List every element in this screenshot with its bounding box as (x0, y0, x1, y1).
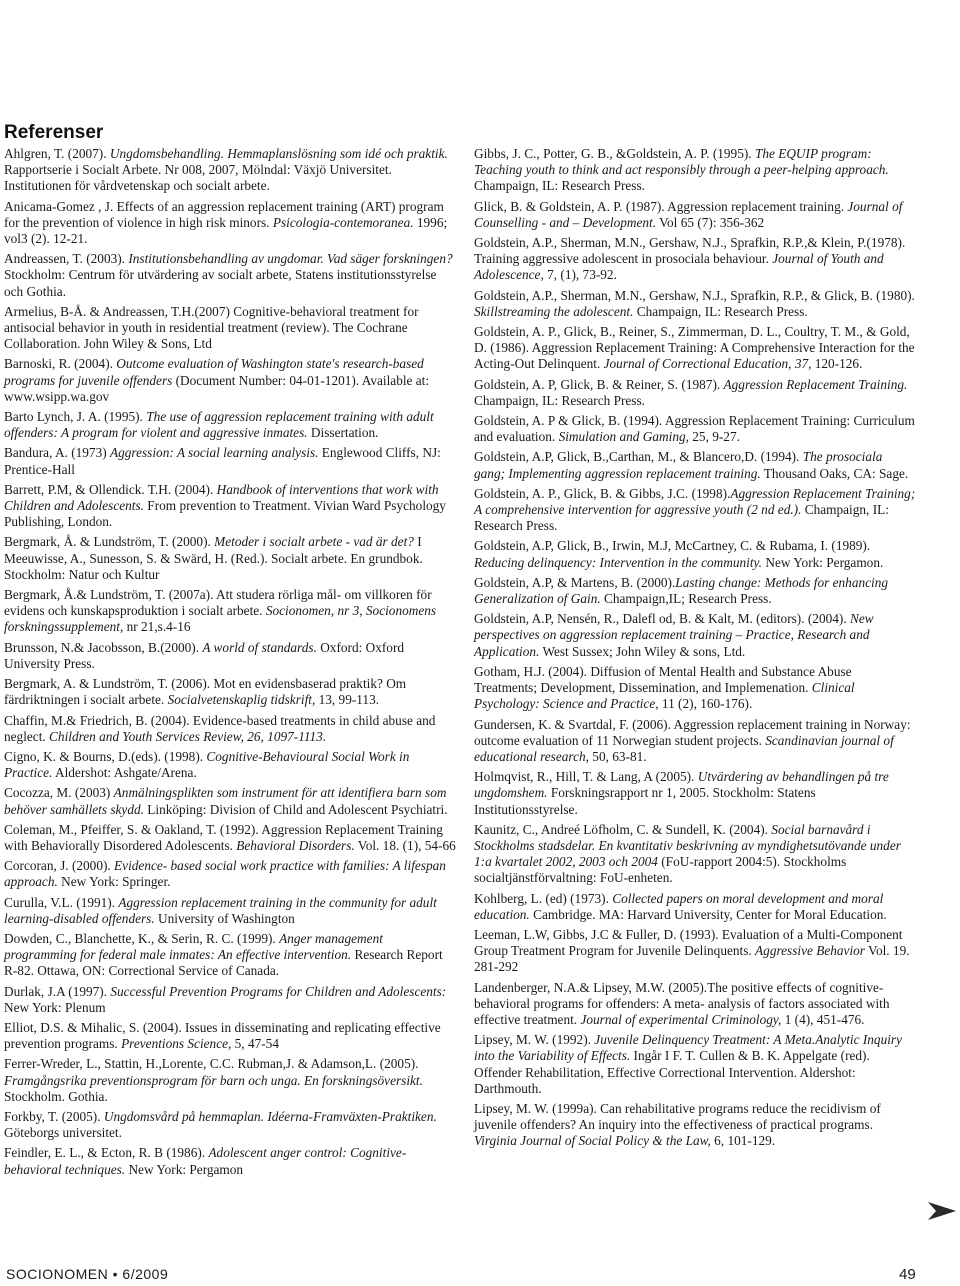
reference-text: Oxford: Oxford University Press. (4, 639, 405, 671)
reference-text: Vol. 18. (1), 54-66 (354, 837, 456, 853)
reference-text: I Meeuwisse, A., Sunesson, S. & Swärd, H. (Red.). Socialt arbete. En grundbok. Stockholm: Natur och Kultur (4, 534, 423, 582)
reference-entry (4, 984, 456, 1016)
reference-text: Brunsson, N.& Jacobsson, B.(2000). (4, 639, 203, 655)
reference-italic-title: The use of aggression replacement training with adult offenders: A program for violent and aggressive inmates. (4, 409, 434, 441)
reference-italic-title: Socionomen, nr 3, Socionomens forskningssupplement, (4, 603, 437, 635)
reference-text: Champaign, IL: Research Press. (474, 502, 889, 534)
reference-text: Goldstein, A.P., Sherman, M.N., Gershaw, N.J., Sprafkin, R.P.,& Klein, P.(1978). Training aggressive adolescent in prosociala behaviour. (474, 235, 906, 267)
reference-italic-title: Anmälningsplikten som instrument för att identifiera barn som behöver samhällets skydd. (4, 785, 447, 817)
reference-italic-title: Anger management programming for federal male inmates: An effective intervention. (4, 930, 383, 963)
reference-entry (474, 980, 916, 1029)
reference-entry (4, 356, 456, 405)
reference-italic-title: The EQUIP program: Teaching youth to think and act responsibly through a peer-helping approach. (474, 146, 889, 178)
reference-text: Andreassen, T. (2003). (4, 251, 129, 267)
reference-text: 25, 9-27. (688, 429, 740, 445)
reference-text: 13, 99-113. (315, 692, 380, 708)
reference-entry (4, 587, 456, 636)
reference-entry (4, 1020, 456, 1052)
reference-italic-title: Metoder i socialt arbete - vad är det? (214, 534, 414, 550)
reference-text: nr 21,s.4-16 (123, 619, 191, 635)
reference-entry (474, 449, 916, 481)
reference-text: Elliot, D.S. & Mihalic, S. (2004). Issues in disseminating and replicating effective prevention programs. (4, 1019, 441, 1052)
reference-italic-title: Socialvetenskaplig tidskrift, (167, 692, 316, 708)
reference-italic-title: Institutionsbehandling av ungdomar. Vad säger forskningen? (128, 251, 453, 267)
reference-entry (474, 486, 916, 535)
reference-italic-title: Journal of Youth and Adolescence, (474, 251, 884, 283)
reference-text: Bergmark, Å. & Lundström, T. (2000). (4, 534, 215, 550)
reference-text: Barto Lynch, J. A. (1995). (4, 409, 147, 425)
reference-entry (4, 640, 456, 672)
reference-entry (474, 769, 916, 818)
reference-text: Linköping: Division of Child and Adolescent Psychiatri. (143, 801, 448, 817)
reference-italic-title: Lasting change: Methods for enhancing Generalization of Gain. (474, 574, 889, 607)
reference-text: Barrett, P.M, & Ollendick. T.H. (2004). (4, 481, 217, 497)
reference-italic-title: Aggression: A social learning analysis. (110, 445, 319, 461)
reference-text: Research Report R-82. Ottawa, ON: Correctional Service of Canada. (4, 947, 443, 979)
reference-text: Kohlberg, L. (ed) (1973). (474, 890, 613, 906)
reference-entry (4, 199, 456, 248)
reference-entry (4, 822, 456, 854)
continue-arrow-icon (927, 1200, 957, 1222)
reference-text: Bergmark, Å.& Lundström, T. (2007a). Att studera rörliga mål- om villkoren för evidens och kunskapsproduktion i socialt arbete. (4, 587, 432, 619)
reference-text: Stockholm: Centrum för utvärdering av socialt arbete, Statens institutionsstyrelse och Gothia. (4, 267, 437, 299)
reference-text: Glick, B. & Goldstein, A. P. (1987). Aggression replacement training. (474, 198, 848, 214)
reference-entry (474, 146, 916, 195)
reference-italic-title: Juvenile Delinquency Treatment: A Meta.Analytic Inquiry into the Variability of Effects. (474, 1032, 903, 1064)
reference-text: Corcoran, J. (2000). (4, 858, 115, 874)
reference-italic-title: Behavioral Disorders. (236, 837, 355, 853)
reference-entry (4, 1145, 456, 1177)
reference-text: New York: Pergamon. (762, 554, 884, 570)
journal-footer: SOCIONOMEN • 6/2009 (6, 1266, 169, 1282)
reference-text: New York: Plenum (4, 999, 106, 1015)
reference-entry (474, 1032, 916, 1097)
reference-text: Rapportserie i Socialt Arbete. Nr 008, 2007, Mölndal: Växjö Universitet. Institutionen för vårdvetenskap och socialt arbete. (4, 162, 392, 194)
reference-text: Goldstein, A.P, Glick, B., Irwin, M.J, McCartney, C. & Rubama, I. (1989). (474, 538, 871, 554)
reference-text: Goldstein, A.P., Sherman, M.N., Gershaw, N.J., Sprafkin, R.P., & Glick, B. (1980). (474, 287, 915, 303)
reference-entry (4, 1056, 456, 1105)
reference-text: Kaunitz, C., Andreé Löfholm, C. & Sundell, K. (2004). (474, 821, 772, 837)
reference-text: From prevention to Treatment. Vivian Ward Psychology Publishing, London. (4, 498, 446, 530)
reference-italic-title: Simulation and Gaming, (558, 429, 689, 445)
reference-entry (4, 713, 456, 745)
reference-italic-title: Skillstreaming the adolescent. (474, 303, 634, 319)
reference-text: Goldstein, A.P, Glick, B.,Carthan, M., & Blancero,D. (1994). (474, 449, 803, 465)
reference-text: 5, 47-54 (231, 1036, 279, 1052)
reference-text: Goldstein, A. P & Glick, B. (1994). Aggression Replacement Training: Curriculum and evaluation. (474, 413, 915, 445)
reference-text: Champaign, IL: Research Press. (474, 178, 645, 194)
reference-entry (474, 377, 916, 409)
reference-text: Vol. 19. 281-292 (474, 943, 910, 975)
reference-text: Barnoski, R. (2004). (4, 356, 117, 372)
reference-entry (474, 891, 916, 923)
reference-text: Bergmark, A. & Lundström, T. (2006). Mot en evidensbaserad praktik? Om färdriktningen i socialt arbete. (4, 676, 407, 708)
reference-text: Goldstein, A.P, Nensén, R., Dalefl od, B. & Kalt, M. (editors). (2004). (474, 611, 850, 627)
reference-entry (4, 445, 456, 477)
reference-italic-title: Children and Youth Services Review, 26, 1097-1113. (49, 728, 327, 744)
reference-text: Champaign, IL: Research Press. (474, 392, 645, 408)
reference-entry (4, 409, 456, 441)
reference-text: Lipsey, M. W. (1999a). Can rehabilitative programs reduce the recidivism of juvenile offenders? An inquiry into the effectiveness of practical programs. (474, 1100, 881, 1133)
reference-entry (4, 482, 456, 531)
reference-text: Gibbs, J. C., Potter, G. B., &Goldstein, A. P. (1995). (474, 146, 755, 161)
reference-text: Lipsey, M. W. (1992). (474, 1032, 595, 1048)
reference-italic-title: Aggression replacement training in the community for adult learning-disabled offenders. (4, 894, 437, 926)
reference-italic-title: Journal of Correctional Education, 37, (603, 356, 812, 372)
reference-text: (Document Number: 04-01-1201). Available at: www.wsipp.wa.gov (4, 372, 430, 404)
reference-entry (4, 304, 456, 353)
reference-text: Coleman, M., Pfeiffer, S. & Oakland, T. (1992). Aggression Replacement Training with Behaviorally Disordered Adolescents. (4, 821, 443, 853)
reference-italic-title: Ungdomsvård på hemmaplan. Idéerna-Framväxten-Praktiken. (103, 1108, 437, 1124)
reference-italic-title: Evidence- based social work practice with families: A lifespan approach. (4, 858, 446, 890)
reference-italic-title: Psicologia-contemoranea. (272, 214, 414, 230)
reference-entry (4, 749, 456, 781)
reference-italic-title: Journal of Counselling - and – Development. (474, 198, 903, 230)
reference-italic-title: A world of standards. (202, 639, 317, 655)
reference-text: New York: Springer. (57, 874, 171, 890)
reference-text: Goldstein, A. P., Glick, B., Reiner, S., Zimmerman, D. L., Coultry, T. M., & Gold, D. (1986). Aggression Replacement Training: A Comprehensive Interaction for the Acting-Out Delinquent. (474, 324, 915, 372)
reference-text: Landenberger, N.A.& Lipsey, M.W. (2005).The positive effects of cognitive-behavioral programs for offenders: A meta- analysis of factors associated with effective treatment. (474, 979, 890, 1027)
reference-text: Goldstein, A.P, & Martens, B. (2000). (474, 574, 676, 590)
reference-text: Chaffin, M.& Friedrich, B. (2004). Evidence-based treatments in child abuse and neglect. (4, 712, 436, 744)
reference-text: Armelius, B-Å. & Andreassen, T.H.(2007) Cognitive-behavioral treatment for antisocial behavior in youth in residential treatment (review). The Cochrane Collaboration. John Wiley & Sons, Ltd (4, 303, 419, 352)
reference-text: West Sussex; John Wiley & sons, Ltd. (539, 643, 746, 659)
reference-text: Ahlgren, T. (2007). (4, 146, 110, 161)
reference-italic-title: Preventions Science, (121, 1036, 232, 1052)
reference-entry (4, 895, 456, 927)
reference-italic-title: Utvärdering av behandlingen på tre ungdomshem. (474, 769, 889, 801)
reference-italic-title: Aggression Replacement Training. (723, 376, 908, 392)
reference-entry (4, 251, 456, 300)
reference-italic-title: Successful Prevention Programs for Children and Adolescents: (110, 983, 447, 999)
reference-text: 1 (4), 451-476. (781, 1011, 865, 1027)
references-left-column (4, 146, 456, 1182)
reference-entry (474, 235, 916, 284)
reference-entry (4, 931, 456, 980)
reference-entry (474, 413, 916, 445)
reference-entry (474, 575, 916, 607)
reference-italic-title: Adolescent anger control: Cognitive-behavioral techniques. (4, 1145, 407, 1177)
reference-entry (4, 534, 456, 583)
reference-text: Bandura, A. (1973) (4, 445, 110, 461)
reference-text: Stockholm. Gothia. (4, 1088, 108, 1104)
reference-italic-title: Aggressive Behavior (755, 943, 865, 959)
reference-italic-title: Social barnavård i Stockholms stadsdelar. En kvantitativ beskrivning av myndighetsutövande under 1:a kvartalet 2002, 2003 och 2004 (474, 821, 901, 870)
reference-text: Champaign, IL: Research Press. (633, 303, 808, 319)
reference-text: 7, (1), 73-92. (543, 267, 617, 283)
reference-italic-title: Scandinavian journal of educational research, (474, 732, 894, 764)
reference-text: Thousand Oaks, CA: Sage. (760, 465, 909, 481)
reference-italic-title: Journal of experimental Criminology, (580, 1011, 782, 1027)
reference-entry (474, 288, 916, 320)
reference-text: Curulla, V.L. (1991). (4, 894, 119, 910)
reference-entry (474, 1101, 916, 1150)
reference-text: Feindler, E. L., & Ecton, R. B (1986). (4, 1145, 209, 1161)
reference-text: Gundersen, K. & Svartdal, F. (2006). Aggression replacement training in Norway: outcome evaluation of 11 Norwegian student projects. (474, 716, 911, 748)
reference-text: Forkby, T. (2005). (4, 1108, 104, 1124)
reference-text: 1996; vol3 (2). 12-21. (4, 214, 448, 247)
reference-text: Anicama-Gomez , J. Effects of an aggression replacement training (ART) program for the prevention of violence in high risk minors. (4, 198, 444, 230)
reference-text: Leeman, L.W, Gibbs, J.C & Fuller, D. (1993). Evaluation of a Multi-Component Group Treatment Program for Juvenile Delinquents. (474, 926, 903, 959)
reference-entry (474, 538, 916, 570)
reference-text: Cocozza, M. (2003) (4, 785, 114, 801)
reference-italic-title: Collected papers on moral development and moral education. (474, 890, 884, 922)
reference-entry (4, 785, 456, 817)
reference-text: Englewood Cliffs, NJ: Prentice-Hall (4, 445, 441, 477)
reference-italic-title: Outcome evaluation of Washington state's research-based programs for juvenile offenders (4, 356, 424, 388)
reference-entry (474, 927, 916, 976)
reference-text: Holmqvist, R., Hill, T. & Lang, A (2005). (474, 769, 698, 785)
reference-entry (4, 1109, 456, 1141)
reference-text: Goldstein, A. P., Glick, B. & Gibbs, J.C. (1998). (474, 485, 731, 501)
reference-text: Ferrer-Wreder, L., Stattin, H.,Lorente, C.C. Rubman,J. & Adamson,L. (2005). (4, 1056, 419, 1072)
reference-entry (474, 611, 916, 660)
page-number: 49 (899, 1266, 916, 1283)
reference-text: University of Washington (154, 910, 295, 926)
reference-text: Aldershot: Ashgate/Arena. (52, 765, 197, 781)
reference-text: (FoU-rapport 2004:5). Stockholms socialtjänstförvaltning: FoU-enheten. (474, 854, 847, 886)
reference-italic-title: New perspectives on aggression replacement training – Practice, Research and Application. (474, 611, 874, 659)
reference-text: Champaign,IL; Research Press. (600, 591, 772, 607)
references-right-column (474, 146, 916, 1154)
reference-text: 11 (2), 160-176). (658, 696, 753, 712)
reference-italic-title: Framgångsrika preventionsprogram för barn och unga. En forskningsöversikt. (4, 1072, 423, 1088)
reference-entry (474, 822, 916, 887)
reference-italic-title: Clinical Psychology: Science and Practice, (474, 680, 855, 712)
reference-text: Forskningsrapport nr 1, 2005. Stockholm: Statens Institutionsstyrelse. (474, 785, 816, 817)
reference-text: 50, 63-81. (588, 748, 647, 764)
reference-text: 6, 101-129. (710, 1133, 776, 1149)
reference-text: Durlak, J.A (1997). (4, 983, 111, 999)
reference-text: Cambridge. MA: Harvard University, Center for Moral Education. (529, 906, 887, 922)
reference-entry (474, 664, 916, 713)
reference-italic-title: Reducing delinquency: Intervention in the community. (474, 554, 763, 570)
reference-text: 120-126. (811, 356, 863, 372)
reference-text: Vol 65 (7): 356-362 (656, 214, 765, 230)
reference-text: Dissertation. (307, 425, 379, 441)
reference-italic-title: Cognitive-Behavioural Social Work in Practice. (4, 748, 410, 781)
reference-entry (4, 676, 456, 708)
reference-entry (474, 717, 916, 766)
reference-entry (4, 858, 456, 890)
reference-text: New York: Pergamon (125, 1161, 244, 1177)
reference-text: Ingår I F. T. Cullen & B. K. Appelgate (red). Offender Rehabilitation, Effective Correctional Intervention. Aldershot: Darthmouth. (474, 1048, 870, 1096)
reference-italic-title: The prosociala gang; Implementing aggression replacement training. (474, 449, 883, 481)
reference-entry (474, 324, 916, 373)
reference-text: Gotham, H.J. (2004). Diffusion of Mental Health and Substance Abuse Treatments; Development, Dissemination, and Implemenation. (474, 663, 852, 696)
page-title: Referenser (4, 122, 104, 143)
reference-text: Goldstein, A. P, Glick, B. & Reiner, S. (1987). (474, 376, 724, 392)
reference-entry (4, 146, 456, 195)
reference-italic-title: Virginia Journal of Social Policy & the Law, (474, 1133, 711, 1149)
reference-italic-title: Handbook of interventions that work with Children and Adolescents. (4, 481, 439, 514)
reference-italic-title: Aggression Replacement Training; A comprehensive intervention for aggressive youth (2 nd ed.). (474, 485, 916, 518)
reference-entry (474, 199, 916, 231)
reference-text: Göteborgs universitet. (4, 1125, 122, 1141)
reference-italic-title: Ungdomsbehandling. Hemmaplanslösning som idé och praktik. (109, 146, 448, 161)
reference-text: Cigno, K. & Bourns, D.(eds). (1998). (4, 748, 207, 764)
reference-text: Dowden, C., Blanchette, K., & Serin, R. C. (1999). (4, 930, 280, 946)
